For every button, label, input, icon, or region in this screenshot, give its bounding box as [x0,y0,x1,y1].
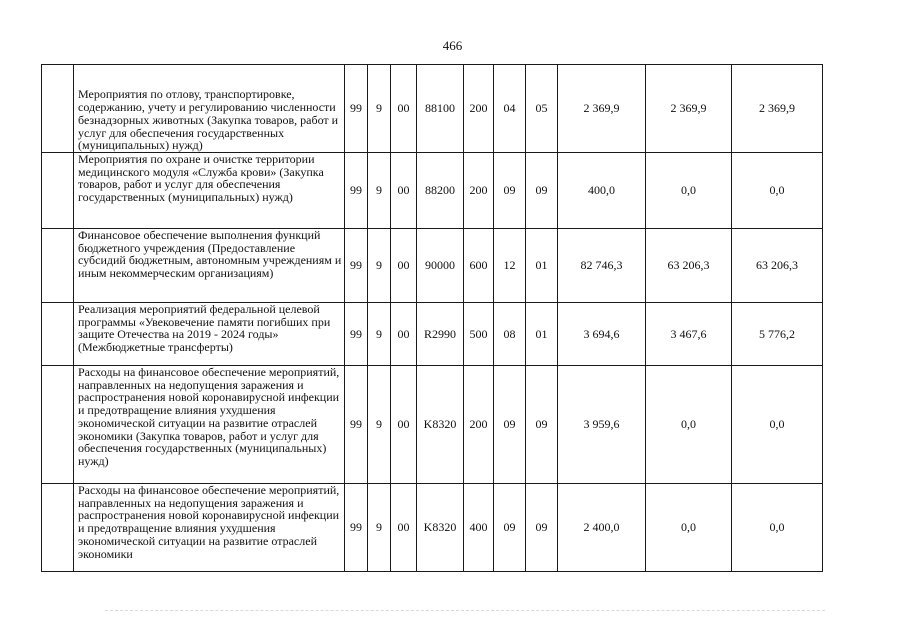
row-index-cell [42,366,74,484]
cell-subsection: 05 [526,65,558,153]
cell-section: 09 [494,153,526,229]
cell-subsection: 01 [526,229,558,303]
cell-event: 00 [391,366,417,484]
table-row [42,153,823,229]
cell-expense-type: 200 [464,366,494,484]
cell-expense-type: 500 [464,303,494,366]
cell-event: 00 [391,153,417,229]
cell-amount-1: 400,0 [558,153,646,229]
cell-event: 00 [391,303,417,366]
row-description: Мероприятия по отлову, транспортировке, содержанию, учету и регулированию численности безнадзорных животных (Закупка товаров, работ и услуг для обеспечения государственных (муниципальных) нужд) [74,65,345,153]
cell-subprogram: 9 [368,366,391,484]
row-description: Финансовое обеспечение выполнения функций бюджетного учреждения (Предоставление субсидий бюджетным, автономным учреждениям и иным некоммерческим организациям) [74,229,345,303]
page-number: 466 [442,38,463,53]
cell-amount-2: 3 467,6 [646,303,732,366]
cell-program: 99 [345,366,368,484]
cell-section: 09 [494,366,526,484]
cell-amount-3: 0,0 [732,484,823,572]
cell-amount-3: 5 776,2 [732,303,823,366]
cell-amount-2: 63 206,3 [646,229,732,303]
cell-program: 99 [345,229,368,303]
table-row [42,303,823,366]
row-description: Расходы на финансовое обеспечение мероприятий, направленных на недопущения заражения и распространения новой коронавирусной инфекции и предотвращение влияния ухудшения экономической ситуации на развитие отраслей экономики [74,484,345,572]
cell-amount-1: 82 746,3 [558,229,646,303]
cell-direction-code: 88100 [417,65,464,153]
row-description: Расходы на финансовое обеспечение мероприятий, направленных на недопущения заражения и распространения новой коронавирусной инфекции и предотвращение влияния ухудшения экономической ситуации на развитие отраслей экономики (Закупка товаров, работ и услуг для обеспечения государственных (муниципальных) нужд) [74,366,345,484]
cell-program: 99 [345,484,368,572]
cell-expense-type: 200 [464,153,494,229]
cell-subsection: 09 [526,484,558,572]
scan-artifact-line [105,610,825,611]
cell-amount-1: 3 959,6 [558,366,646,484]
table-row [42,229,823,303]
cell-subprogram: 9 [368,303,391,366]
cell-subprogram: 9 [368,65,391,153]
cell-event: 00 [391,229,417,303]
row-index-cell [42,484,74,572]
row-description: Реализация мероприятий федеральной целевой программы «Увековечение памяти погибших при защите Отечества на 2019 - 2024 годы» (Межбюджетные трансферты) [74,303,345,366]
cell-amount-3: 2 369,9 [732,65,823,153]
cell-section: 12 [494,229,526,303]
cell-subprogram: 9 [368,153,391,229]
row-index-cell [42,65,74,153]
cell-amount-1: 2 400,0 [558,484,646,572]
cell-subsection: 01 [526,303,558,366]
table-row [42,65,823,153]
cell-section: 08 [494,303,526,366]
row-index-cell [42,229,74,303]
cell-direction-code: K8320 [417,484,464,572]
cell-expense-type: 200 [464,65,494,153]
row-index-cell [42,303,74,366]
cell-amount-3: 63 206,3 [732,229,823,303]
cell-direction-code: K8320 [417,366,464,484]
row-description: Мероприятия по охране и очистке территории медицинского модуля «Служба крови» (Закупка товаров, работ и услуг для обеспечения государственных (муниципальных) нужд) [74,153,345,229]
cell-event: 00 [391,65,417,153]
cell-direction-code: 88200 [417,153,464,229]
cell-amount-3: 0,0 [732,153,823,229]
cell-event: 00 [391,484,417,572]
cell-amount-2: 0,0 [646,484,732,572]
cell-amount-2: 0,0 [646,366,732,484]
cell-program: 99 [345,303,368,366]
cell-subprogram: 9 [368,229,391,303]
cell-amount-1: 3 694,6 [558,303,646,366]
cell-direction-code: 90000 [417,229,464,303]
table-row [42,484,823,572]
cell-subsection: 09 [526,153,558,229]
cell-amount-2: 2 369,9 [646,65,732,153]
cell-program: 99 [345,65,368,153]
cell-expense-type: 600 [464,229,494,303]
cell-program: 99 [345,153,368,229]
cell-amount-1: 2 369,9 [558,65,646,153]
row-index-cell [42,153,74,229]
cell-section: 09 [494,484,526,572]
budget-table [41,64,823,572]
cell-subsection: 09 [526,366,558,484]
cell-direction-code: R2990 [417,303,464,366]
cell-subprogram: 9 [368,484,391,572]
cell-amount-2: 0,0 [646,153,732,229]
cell-section: 04 [494,65,526,153]
cell-expense-type: 400 [464,484,494,572]
table-row [42,366,823,484]
cell-amount-3: 0,0 [732,366,823,484]
